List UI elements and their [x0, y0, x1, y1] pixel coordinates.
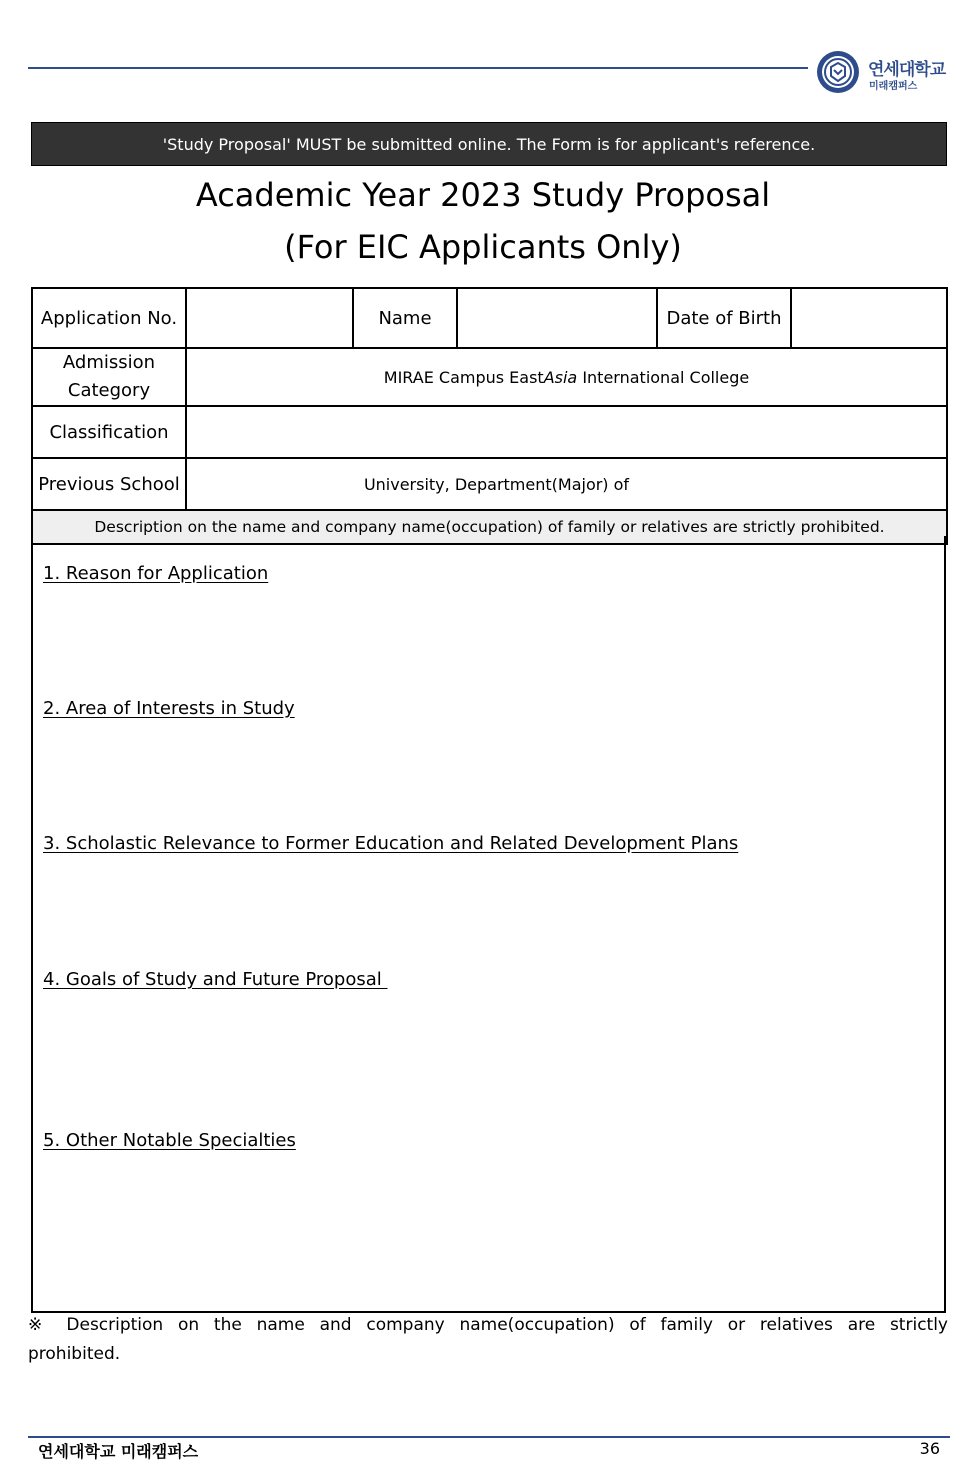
dob-field[interactable] — [791, 288, 947, 348]
applicant-info-table — [31, 287, 948, 545]
admission-category-text-post: International College — [577, 367, 750, 387]
section-heading-relevance: 3. Scholastic Relevance to Former Education and Related Development Plans — [43, 833, 739, 854]
logo-subname: 미래캠퍼스 — [869, 81, 918, 92]
family-info-notice: Description on the name and company name(occupation) of family or relatives are strictly prohibited. — [32, 510, 947, 544]
previous-school-value: University, Department(Major) of — [363, 474, 630, 494]
page-subtitle: (For EIC Applicants Only) — [284, 228, 682, 266]
page-number: 36 — [919, 1439, 940, 1458]
application-no-field[interactable] — [186, 288, 353, 348]
admission-category-text-pre: MIRAE Campus East — [383, 367, 544, 387]
logo-name: 연세대학교 — [868, 60, 946, 80]
application-no-label: Application No. — [32, 288, 186, 348]
footer-rule — [28, 1436, 950, 1438]
admission-category-label: Admission Category — [32, 348, 186, 406]
online-submission-banner: 'Study Proposal' MUST be submitted online. The Form is for applicant's reference. — [31, 122, 947, 166]
header-rule — [28, 67, 808, 69]
classification-field[interactable] — [186, 406, 947, 458]
admission-category-value — [186, 348, 947, 406]
footnote-continued: prohibited. — [28, 1344, 121, 1364]
section-heading-goals: 4. Goals of Study and Future Proposal — [43, 969, 388, 990]
classification-label: Classification — [32, 406, 186, 458]
dob-label: Date of Birth — [657, 288, 791, 348]
page-title: Academic Year 2023 Study Proposal — [195, 176, 771, 214]
name-label: Name — [353, 288, 457, 348]
section-heading-specialties: 5. Other Notable Specialties — [43, 1130, 296, 1151]
name-field[interactable] — [457, 288, 657, 348]
section-heading-reason: 1. Reason for Application — [43, 563, 269, 584]
proposal-writing-area[interactable] — [31, 536, 946, 1313]
section-heading-interests: 2. Area of Interests in Study — [43, 698, 295, 719]
admission-category-text-italic: Asia — [543, 367, 578, 387]
footnote: ※ Description on the name and company name(occupation) of family or relatives are strictly — [28, 1315, 948, 1335]
previous-school-field[interactable] — [186, 458, 947, 510]
previous-school-label: Previous School — [32, 458, 186, 510]
footer-university-name: 연세대학교 미래캠퍼스 — [38, 1442, 199, 1461]
university-logo — [816, 50, 956, 98]
university-seal-icon — [816, 50, 860, 94]
